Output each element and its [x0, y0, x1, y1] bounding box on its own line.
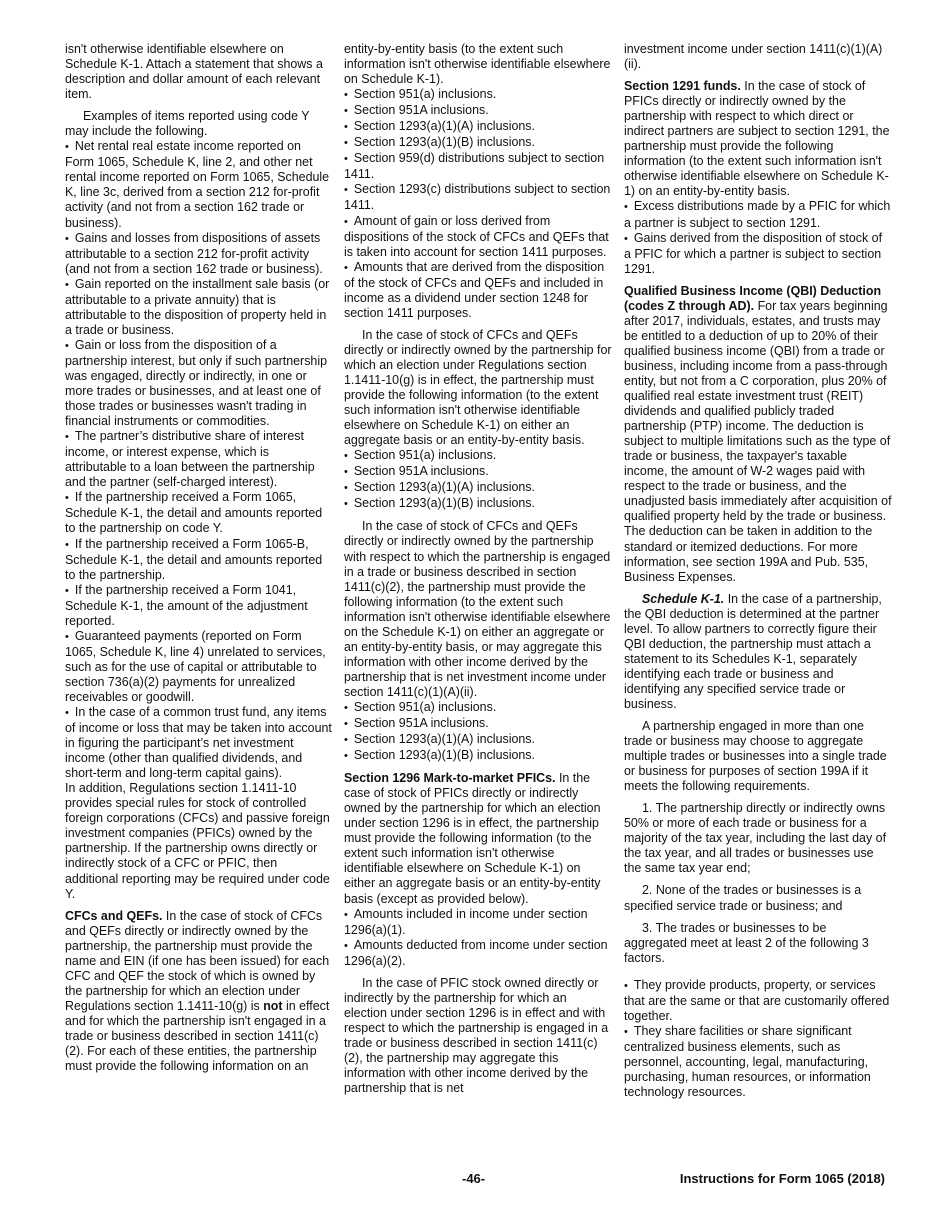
- bullet-item: • If the partnership received a Form 1065-B, Schedule K-1, the detail and amounts reported to the partnership.: [65, 537, 333, 583]
- bullet-item: • Gains and losses from dispositions of assets attributable to a section 212 for-profit activity (and not from a section 162 trade or business).: [65, 231, 333, 277]
- bullet-item: • Amounts deducted from income under section 1296(a)(2).: [344, 938, 612, 969]
- bullet-item: • Section 1293(a)(1)(B) inclusions.: [344, 135, 612, 151]
- bullet-item: • Amount of gain or loss derived from dispositions of the stock of CFCs and QEFs that is taken into account for section 1411 purposes.: [344, 214, 612, 260]
- k1-text: In the case of a partnership, the QBI deduction is determined at the partner level. To allow partners to correctly figure their QBI deduction, the partnership must attach a statement to its Schedules K-1, separately identifying each trade or business and identifying any specified service trade or business.: [624, 591, 882, 711]
- cfc-not-emphasis: not: [263, 998, 283, 1013]
- bullet-item: • Section 959(d) distributions subject to section 1411.: [344, 151, 612, 182]
- paragraph: In the case of PFIC stock owned directly or indirectly by the partnership for which an election under section 1296 is in effect and with respect to which the partnership is engaged in a trade or business described in section 1411(c)(2), the partnership may aggregate this information with other income derived by the partnership that is net: [344, 975, 609, 1096]
- bullet-item: • Guaranteed payments (reported on Form 1065, Schedule K, line 4) unrelated to services, such as for the use of capital or attributable to section 736(a)(2) payments for unrealized receivables or goodwill.: [65, 629, 333, 705]
- bullet-item: • Section 1293(a)(1)(A) inclusions.: [344, 732, 612, 748]
- bullet-item: • Amounts that are derived from the disposition of the stock of CFCs and QEFs and included in income as a dividend under section 1248 for section 1411 purposes.: [344, 260, 612, 321]
- bullet-item: • Section 951(a) inclusions.: [344, 87, 612, 103]
- paragraph: In the case of stock of CFCs and QEFs directly or indirectly owned by the partnership with respect to which the partnership is engaged in a trade or business described in section 1411(c)(2), the partnership must provide the following information (to the extent such information isn't otherwise identifiable elsewhere on the Schedule K-1) on either an aggregate or an entity-by-entity basis, or may aggregate this information with other income derived by the partnership that is net investment income under section 1411(c)(1)(A)(ii).: [344, 519, 611, 699]
- bullet-item: • They share facilities or share significant centralized business elements, such as personnel, accounting, legal, manufacturing, purchasing, human resources, or information technology resources.: [624, 1024, 892, 1100]
- section-1291-heading: Section 1291 funds.: [624, 79, 741, 94]
- bullet-item: • Section 951(a) inclusions.: [344, 700, 612, 716]
- bullet-item: • If the partnership received a Form 1065, Schedule K-1, the detail and amounts reported to the partnership on code Y.: [65, 490, 333, 536]
- section-1291-text: In the case of stock of PFICs directly or indirectly owned by the partnership with respect to which direct or indirect partners are subject to section 1291, the partnership must provide the following information (to the extent such information isn't otherwise identifiable elsewhere on Schedule K-1) on an entity-by-entity basis.: [624, 79, 890, 199]
- paragraph: Examples of items reported using code Y may include the following.: [65, 109, 310, 139]
- cfc-text-a: In the case of stock of CFCs and QEFs directly or indirectly owned by the partnership, the partnership must provide the name and EIN (if one has been issued) for each CFC and QEF the stock of which is owned by the partnership for which an election under Regulations section 1.1411-10(g) is: [65, 908, 330, 1013]
- bullet-item: • Amounts included in income under section 1296(a)(1).: [344, 907, 612, 938]
- k1-paragraph: [624, 592, 892, 712]
- bullet-item: • The partner’s distributive share of interest income, or interest expense, which is attributable to a loan between the partnership and the partner (self-charged interest).: [65, 429, 333, 490]
- column-3: [624, 42, 892, 1100]
- requirement-item: 3. The trades or businesses to be aggregated meet at least 2 of the following 3 factors.: [624, 920, 869, 965]
- bullet-item: • In the case of a common trust fund, any items of income or loss that may be taken into account in figuring the participant’s net investment income (other than qualified dividends, and short-term and long-term capital gains).: [65, 705, 333, 781]
- paragraph: A partnership engaged in more than one trade or business may choose to aggregate multiple trades or businesses into a single trade or business for purposes of section 199A if it meets the following requirements.: [624, 719, 887, 794]
- form-title: Instructions for Form 1065 (2018): [679, 1171, 885, 1186]
- bullet-item: • Section 951A inclusions.: [344, 464, 612, 480]
- requirement-item: 1. The partnership directly or indirectly owns 50% or more of each trade or business for a majority of the tax year, including the last day of the tax year, and all trades or businesses use the same tax year end;: [624, 801, 887, 876]
- bullet-item: • Excess distributions made by a PFIC for which a partner is subject to section 1291.: [624, 199, 892, 230]
- qbi-heading: Qualified Business Income (QBI) Deduction (codes Z through AD).: [624, 283, 882, 313]
- bullet-item: • They provide products, property, or services that are the same or that are customarily offered together.: [624, 978, 892, 1024]
- section-1291-paragraph: [624, 79, 892, 199]
- bullet-item: • If the partnership received a Form 1041, Schedule K-1, the amount of the adjustment reported.: [65, 583, 333, 629]
- bullet-item: • Gains derived from the disposition of stock of a PFIC for which a partner is subject to section 1291.: [624, 231, 892, 277]
- bullet-item: • Section 1293(a)(1)(A) inclusions.: [344, 480, 612, 496]
- cfc-heading: CFCs and QEFs.: [65, 908, 163, 923]
- mtm-heading: Section 1296 Mark-to-market PFICs.: [344, 771, 556, 786]
- page-number: -46-: [462, 1171, 486, 1186]
- paragraph: investment income under section 1411(c)(1)(A)(ii).: [624, 42, 883, 72]
- column-1: [65, 42, 333, 1081]
- bullet-item: • Section 1293(a)(1)(B) inclusions.: [344, 748, 612, 764]
- bullet-item: • Section 1293(c) distributions subject to section 1411.: [344, 182, 612, 213]
- bullet-item: • Section 1293(a)(1)(A) inclusions.: [344, 119, 612, 135]
- bullet-item: • Section 951(a) inclusions.: [344, 448, 612, 464]
- mtm-text: In the case of stock of PFICs directly or indirectly owned by the partnership for which an election under section 1296 is in effect, the partnership must provide the following information (to the extent such information isn't otherwise identifiable elsewhere on Schedule K-1) on either an aggregate basis or an entity-by-entity basis (except as provided below).: [344, 771, 601, 906]
- cfc-text-b: in effect and for which the partnership isn't engaged in a trade or business described in section 1411(c)(2). For each of these entities, the partnership must provide the following information on an: [65, 998, 330, 1074]
- paragraph-text: entity-by-entity basis (to the extent such information isn't otherwise identifiable elsewhere on Schedule K-1).: [344, 42, 611, 87]
- bullet-item: • Gain reported on the installment sale basis (or attributable to a private annuity) that is attributable to the disposition of property held in a trade or business.: [65, 277, 333, 338]
- column-2: [344, 42, 612, 1103]
- qbi-text: For tax years beginning after 2017, individuals, estates, and trusts may be entitled to a deduction of up to 20% of their qualified business income (QBI) from a trade or business, including income from a pass-through entity, but not from a C corporation, plus 20% of qualified real estate investment trust (REIT) dividends and qualified publicly traded partnership (PTP) income. The deduction is subject to multiple limitations such as the type of trade or business, the taxpayer's taxable income, the amount of W-2 wages paid with respect to the trade or business, and the unadjusted basis immediately after acquisition of qualified property held by the trade or business. The deduction can be taken in addition to the standard or itemized deductions. For more information, see section 199A and Pub. 535, Business Expenses.: [624, 298, 892, 584]
- bullet-item: • Section 951A inclusions.: [344, 103, 612, 119]
- cfc-paragraph: [65, 909, 333, 1075]
- bullet-item: • Net rental real estate income reported on Form 1065, Schedule K, line 2, and other net rental income reported on Form 1065, Schedule K, line 3c, derived from a section 212 for-profit activity (and not from a section 162 trade or business).: [65, 139, 333, 230]
- paragraph: isn't otherwise identifiable elsewhere on Schedule K-1. Attach a statement that shows a description and dollar amount of each relevant item.: [65, 42, 323, 102]
- bullet-item: • Section 1293(a)(1)(B) inclusions.: [344, 496, 612, 512]
- bullet-item: • Gain or loss from the disposition of a partnership interest, but only if such partnership was engaged, directly or indirectly, in one or more trades or businesses, and at least one of those trades or businesses wasn't trading in financial instruments or commodities.: [65, 338, 333, 429]
- mtm-paragraph: [344, 771, 612, 906]
- paragraph: In addition, Regulations section 1.1411-10 provides special rules for stock of controlled foreign corporations (CFCs) and passive foreign investment companies (PFICs) owned by the partnership. If the partnership owns directly or indirectly stock of a CFC or PFIC, then additional reporting may be required under code Y.: [65, 781, 330, 901]
- paragraph: In the case of stock of CFCs and QEFs directly or indirectly owned by the partnership for which an election under Regulations section 1.1411-10(g) is in effect, the partnership must provide the following information (to the extent such information isn't otherwise identifiable elsewhere on Schedule K-1) on either an aggregate basis or an entity-by-entity basis.: [344, 327, 612, 448]
- k1-heading: Schedule K-1.: [642, 591, 725, 606]
- bullet-item: • Section 951A inclusions.: [344, 716, 612, 732]
- paragraph: [344, 42, 612, 87]
- requirement-item: 2. None of the trades or businesses is a specified service trade or business; and: [624, 883, 862, 913]
- qbi-paragraph: [624, 284, 892, 585]
